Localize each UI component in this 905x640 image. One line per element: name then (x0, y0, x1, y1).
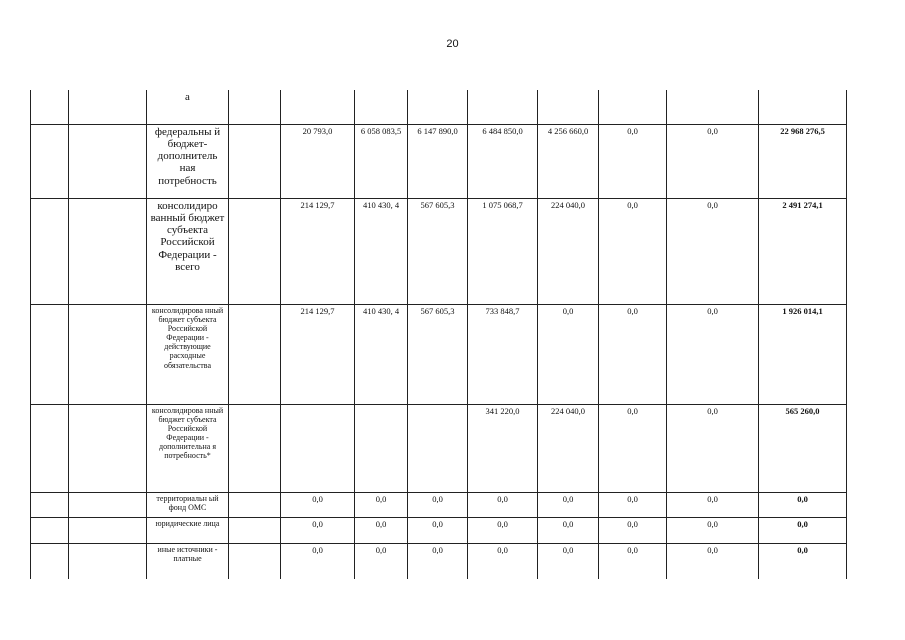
value-cell: 224 040,0 (538, 198, 599, 304)
source-label: юридические лица (147, 517, 229, 543)
total-cell: 0,0 (759, 492, 847, 517)
value-cell: 0,0 (599, 198, 667, 304)
value-cell (408, 90, 468, 124)
total-cell (759, 90, 847, 124)
value-cell: 0,0 (599, 404, 667, 492)
empty-cell (69, 492, 147, 517)
value-cell: 0,0 (599, 124, 667, 198)
empty-cell (31, 492, 69, 517)
table-row (31, 304, 847, 404)
empty-cell (69, 543, 147, 579)
total-cell: 2 491 274,1 (759, 198, 847, 304)
value-cell: 0,0 (667, 124, 759, 198)
empty-cell (229, 304, 281, 404)
value-cell: 0,0 (667, 304, 759, 404)
empty-cell (229, 492, 281, 517)
value-cell (667, 90, 759, 124)
value-cell: 0,0 (281, 492, 355, 517)
value-cell (599, 90, 667, 124)
table-row (31, 404, 847, 492)
empty-cell (69, 124, 147, 198)
value-cell: 0,0 (408, 517, 468, 543)
value-cell: 6 484 850,0 (468, 124, 538, 198)
table-row (31, 198, 847, 304)
value-cell: 0,0 (468, 543, 538, 579)
value-cell: 0,0 (667, 404, 759, 492)
value-cell: 0,0 (667, 517, 759, 543)
source-label: консолидирова нный бюджет субъекта Российской Федерации - дополнительна я потребность* (147, 404, 229, 492)
source-label: консолидиро ванный бюджет субъекта Российской Федерации - всего (147, 198, 229, 304)
value-cell (281, 404, 355, 492)
value-cell (468, 90, 538, 124)
budget-table (30, 90, 847, 579)
value-cell: 0,0 (538, 492, 599, 517)
value-cell: 341 220,0 (468, 404, 538, 492)
page-number: 20 (446, 38, 459, 50)
empty-cell (229, 124, 281, 198)
value-cell: 0,0 (355, 517, 408, 543)
empty-cell (31, 198, 69, 304)
empty-cell (69, 90, 147, 124)
empty-cell (31, 543, 69, 579)
value-cell: 0,0 (667, 543, 759, 579)
value-cell: 20 793,0 (281, 124, 355, 198)
empty-cell (229, 517, 281, 543)
value-cell: 410 430, 4 (355, 198, 408, 304)
total-cell: 0,0 (759, 543, 847, 579)
value-cell: 0,0 (599, 492, 667, 517)
value-cell: 0,0 (538, 517, 599, 543)
table-row (31, 90, 847, 124)
value-cell: 0,0 (468, 492, 538, 517)
value-cell: 0,0 (538, 304, 599, 404)
value-cell: 0,0 (667, 492, 759, 517)
empty-cell (229, 90, 281, 124)
empty-cell (31, 517, 69, 543)
empty-cell (229, 543, 281, 579)
value-cell: 0,0 (408, 492, 468, 517)
empty-cell (69, 517, 147, 543)
empty-cell (229, 198, 281, 304)
empty-cell (69, 404, 147, 492)
value-cell: 567 605,3 (408, 304, 468, 404)
total-cell: 565 260,0 (759, 404, 847, 492)
value-cell (281, 90, 355, 124)
table-row (31, 517, 847, 543)
empty-cell (69, 304, 147, 404)
value-cell: 0,0 (599, 543, 667, 579)
table-row (31, 124, 847, 198)
value-cell: 6 147 890,0 (408, 124, 468, 198)
value-cell: 0,0 (281, 517, 355, 543)
value-cell (538, 90, 599, 124)
value-cell: 0,0 (468, 517, 538, 543)
empty-cell (31, 124, 69, 198)
value-cell: 733 848,7 (468, 304, 538, 404)
value-cell: 0,0 (281, 543, 355, 579)
source-label: консолидирова нный бюджет субъекта Российской Федерации - действующие расходные обязательства (147, 304, 229, 404)
value-cell: 1 075 068,7 (468, 198, 538, 304)
empty-cell (69, 198, 147, 304)
value-cell: 410 430, 4 (355, 304, 408, 404)
empty-cell (31, 404, 69, 492)
value-cell: 4 256 660,0 (538, 124, 599, 198)
value-cell: 0,0 (355, 492, 408, 517)
source-label: территориальн ый фонд ОМС (147, 492, 229, 517)
value-cell: 214 129,7 (281, 198, 355, 304)
empty-cell (229, 404, 281, 492)
value-cell (408, 404, 468, 492)
value-cell (355, 404, 408, 492)
value-cell: 0,0 (355, 543, 408, 579)
table-row (31, 543, 847, 579)
empty-cell (31, 304, 69, 404)
source-label: федеральны й бюджет- дополнитель ная потребность (147, 124, 229, 198)
value-cell: 6 058 083,5 (355, 124, 408, 198)
empty-cell (31, 90, 69, 124)
value-cell: 0,0 (599, 517, 667, 543)
value-cell: 0,0 (599, 304, 667, 404)
total-cell: 1 926 014,1 (759, 304, 847, 404)
value-cell (355, 90, 408, 124)
source-label: а (147, 90, 229, 124)
total-cell: 0,0 (759, 517, 847, 543)
value-cell: 0,0 (667, 198, 759, 304)
value-cell: 214 129,7 (281, 304, 355, 404)
value-cell: 567 605,3 (408, 198, 468, 304)
value-cell: 0,0 (538, 543, 599, 579)
table-row (31, 492, 847, 517)
value-cell: 0,0 (408, 543, 468, 579)
total-cell: 22 968 276,5 (759, 124, 847, 198)
value-cell: 224 040,0 (538, 404, 599, 492)
source-label: иные источники - платные (147, 543, 229, 579)
